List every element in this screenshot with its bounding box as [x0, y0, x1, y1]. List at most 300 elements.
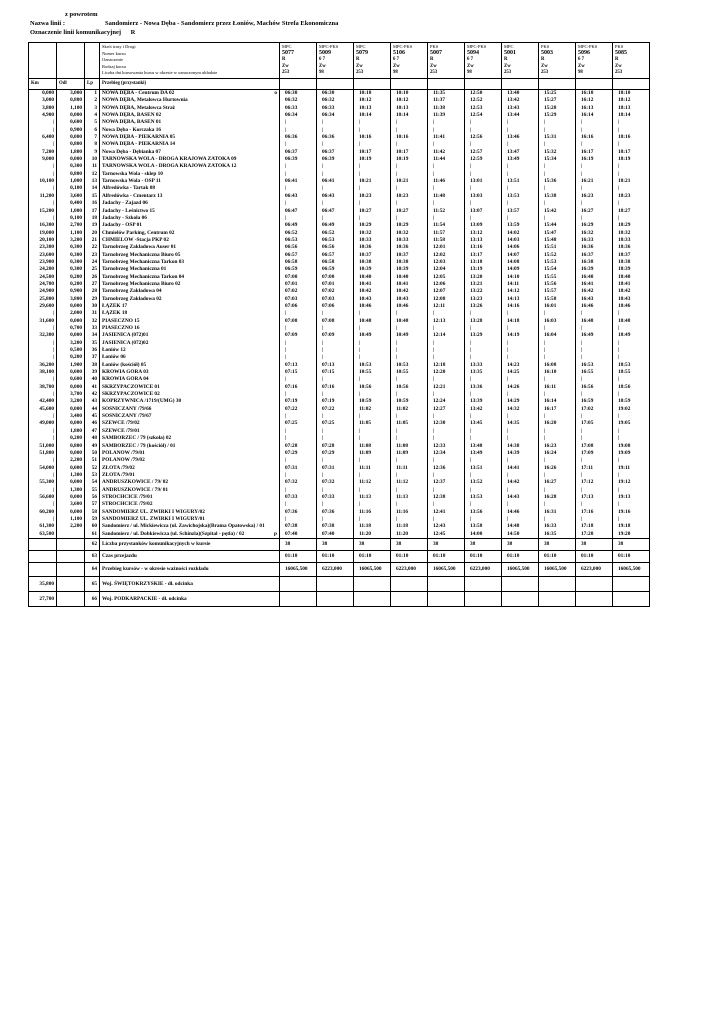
- time-cell: 10:55: [391, 369, 428, 376]
- km-cell: |: [52, 427, 54, 434]
- time-cell: 10:59: [391, 398, 428, 405]
- stop-row: [29, 222, 650, 229]
- time-cell: 13:39: [465, 398, 502, 405]
- time-cell: 16:36: [576, 244, 613, 251]
- odl-cell: 0,800: [57, 141, 85, 148]
- summary-value: 38: [576, 538, 613, 550]
- stop-row: [29, 156, 650, 163]
- time-cell: 12:37: [428, 479, 465, 486]
- time-cell: 07:38: [317, 523, 354, 530]
- time-cell: 10:13: [391, 105, 428, 112]
- km-cell: 15,200: [39, 207, 54, 214]
- summary-row: [29, 550, 650, 562]
- lp-cell: 40: [85, 376, 100, 383]
- lp-cell: 9: [85, 149, 100, 156]
- km-cell: 31,600: [39, 317, 54, 324]
- time-cell: 18:16: [613, 134, 650, 141]
- time-cell: 10:33: [391, 237, 428, 244]
- odl-cell: 1,300: [57, 487, 85, 494]
- stop-name: NOWA DĘBA, BASEN 01: [100, 119, 280, 126]
- time-cell: 07:15: [317, 369, 354, 376]
- time-cell: |: [317, 185, 354, 192]
- summary-value: 16065,500: [613, 562, 650, 576]
- time-cell: |: [502, 141, 539, 148]
- odl-cell: 3,600: [57, 501, 85, 508]
- time-cell: |: [539, 501, 576, 508]
- time-cell: 18:56: [613, 384, 650, 391]
- stop-row: [29, 523, 650, 530]
- time-cell: 11:42: [428, 149, 465, 156]
- time-cell: 10:29: [354, 222, 391, 229]
- course-number: 5007: [430, 50, 442, 56]
- time-cell: |: [502, 163, 539, 170]
- course-days: 98: [393, 70, 398, 76]
- km-cell: 35,800: [29, 576, 57, 591]
- header-label: Liczba dni kursowania kursu w okresie w oznaczonym układzie: [102, 70, 218, 76]
- km-cell: 51,000: [39, 442, 54, 449]
- stop-name: NOWA DĘBA - PIEKARNIA 05: [100, 134, 280, 141]
- odl-cell: 0,000: [57, 384, 85, 391]
- time-cell: 12:08: [428, 296, 465, 303]
- stop-marker: o: [274, 90, 277, 96]
- stop-name: NOWA DĘBA, Metalowca Hurtownia: [100, 97, 280, 104]
- stop-name: ŁĄŻEK 17: [100, 303, 280, 310]
- time-cell: |: [465, 516, 502, 523]
- time-cell: 10:53: [354, 362, 391, 369]
- time-cell: 10:40: [391, 274, 428, 281]
- time-cell: |: [391, 185, 428, 192]
- time-cell: 18:17: [613, 149, 650, 156]
- stop-name: Tarnobrzeg Mechaniczna Biuro 02: [100, 281, 280, 288]
- empty-cell: [29, 43, 57, 79]
- time-cell: 07:31: [317, 465, 354, 472]
- time-cell: 13:03: [465, 193, 502, 200]
- stop-row: [29, 97, 650, 104]
- stop-name: o NOWA DĘBA - Centrum DA 02: [100, 90, 280, 98]
- time-cell: 11:46: [428, 178, 465, 185]
- km-cell: |: [52, 170, 54, 177]
- time-cell: |: [317, 163, 354, 170]
- odl-cell: 0,900: [57, 288, 85, 295]
- odl-cell: 0,400: [57, 200, 85, 207]
- time-cell: 18:36: [613, 244, 650, 251]
- time-cell: 14:09: [502, 266, 539, 273]
- time-cell: |: [354, 325, 391, 332]
- lp-label: Lp: [85, 79, 100, 90]
- course-column-header: [428, 43, 465, 79]
- lp-cell: 60: [85, 523, 100, 530]
- header-label: Numer kursu: [102, 51, 126, 56]
- time-cell: |: [428, 127, 465, 134]
- lp-cell: 4: [85, 112, 100, 119]
- stop-name: KROWIA GÓRA 04: [100, 376, 280, 383]
- lp-cell: 29: [85, 296, 100, 303]
- time-cell: |: [354, 413, 391, 420]
- time-cell: 12:06: [428, 281, 465, 288]
- time-cell: |: [391, 501, 428, 508]
- stop-row: [29, 105, 650, 112]
- time-cell: 13:12: [465, 230, 502, 237]
- time-cell: 13:42: [465, 406, 502, 413]
- carrier-label: MPC-PKS: [393, 44, 413, 49]
- km-cell: 51,800: [39, 449, 54, 456]
- odl-cell: 0,800: [57, 171, 85, 178]
- time-cell: |: [280, 501, 317, 508]
- km-cell: 23,600: [39, 251, 54, 258]
- time-cell: |: [576, 200, 613, 207]
- time-cell: |: [391, 325, 428, 332]
- time-cell: |: [354, 435, 391, 442]
- time-cell: |: [354, 171, 391, 178]
- time-cell: |: [317, 457, 354, 464]
- carrier-label: MPC-PKS: [319, 44, 339, 49]
- time-cell: 12:45: [428, 531, 465, 539]
- time-cell: 10:16: [354, 134, 391, 141]
- lp-cell: 48: [85, 435, 100, 442]
- odl-cell: 2,000: [57, 310, 85, 317]
- time-cell: 15:32: [539, 149, 576, 156]
- time-cell: 11:20: [391, 531, 428, 539]
- time-cell: 07:19: [280, 398, 317, 405]
- summary-value: [280, 576, 317, 591]
- course-kind: Zw: [319, 63, 326, 69]
- time-cell: 06:30: [317, 90, 354, 98]
- time-cell: |: [539, 457, 576, 464]
- time-cell: 16:46: [576, 303, 613, 310]
- time-cell: 16:32: [576, 230, 613, 237]
- time-cell: 06:52: [280, 230, 317, 237]
- course-designation: R: [356, 57, 360, 62]
- summary-label: Woj. ŚWIĘTOKRZYSKIE - dł. odcinka: [100, 576, 280, 591]
- time-cell: 17:08: [576, 443, 613, 450]
- time-cell: 07:01: [317, 281, 354, 288]
- time-cell: 13:07: [465, 208, 502, 215]
- course-kind: Zw: [504, 63, 511, 69]
- stop-name: STROCHCICE /79/01: [100, 494, 280, 501]
- time-cell: |: [317, 487, 354, 494]
- stop-name: Jadachy - Zajazd 06: [100, 200, 280, 207]
- time-cell: 06:57: [280, 252, 317, 259]
- time-cell: 14:50: [502, 531, 539, 539]
- stop-row: [29, 90, 650, 98]
- time-cell: |: [428, 354, 465, 361]
- header-label: Rodzaj kursu: [102, 63, 126, 69]
- stop-name: ŁĄŻEK 18: [100, 310, 280, 317]
- time-cell: 13:40: [502, 90, 539, 98]
- time-cell: 11:16: [354, 509, 391, 516]
- time-cell: 16:03: [539, 318, 576, 325]
- time-cell: 13:20: [465, 274, 502, 281]
- time-cell: 13:19: [465, 266, 502, 273]
- time-cell: 07:03: [280, 296, 317, 303]
- time-cell: |: [576, 501, 613, 508]
- stop-name: Tarnobrzeg Mechaniczna Tarkon 04: [100, 274, 280, 281]
- time-cell: |: [354, 457, 391, 464]
- time-cell: 10:39: [391, 266, 428, 273]
- km-cell: |: [52, 515, 54, 522]
- time-cell: 12:03: [428, 259, 465, 266]
- time-cell: 19:09: [613, 450, 650, 457]
- time-cell: 16:55: [576, 369, 613, 376]
- time-cell: 14:08: [502, 259, 539, 266]
- time-cell: |: [576, 325, 613, 332]
- lp-cell: 31: [85, 310, 100, 317]
- time-cell: |: [465, 310, 502, 317]
- summary-label: Przebieg kursów - w okresie ważności rozkładu: [100, 562, 280, 576]
- time-cell: 06:41: [280, 178, 317, 185]
- course-days: 253: [615, 70, 623, 76]
- time-cell: 17:12: [576, 479, 613, 486]
- time-cell: 06:49: [280, 222, 317, 229]
- lp-cell: 37: [85, 354, 100, 361]
- time-cell: 13:58: [465, 523, 502, 530]
- time-cell: 07:00: [317, 274, 354, 281]
- course-kind: Zw: [615, 63, 622, 69]
- summary-value: [391, 591, 428, 606]
- time-cell: 16:14: [539, 398, 576, 405]
- km-cell: 23,900: [39, 258, 54, 265]
- stop-name: Tarnobrzeg Zakładowa 04: [100, 288, 280, 295]
- time-cell: |: [428, 501, 465, 508]
- time-cell: 07:29: [317, 450, 354, 457]
- time-cell: 18:12: [613, 97, 650, 104]
- odl-cell: 0,000: [57, 156, 85, 163]
- time-cell: 12:50: [465, 90, 502, 98]
- km-cell: 19,000: [39, 229, 54, 236]
- time-cell: |: [613, 171, 650, 178]
- stop-row: [29, 494, 650, 501]
- header-labels: [100, 43, 280, 79]
- time-cell: 15:55: [539, 274, 576, 281]
- time-cell: |: [465, 457, 502, 464]
- time-cell: |: [613, 501, 650, 508]
- summary-row: [29, 562, 650, 576]
- time-cell: 16:31: [539, 509, 576, 516]
- time-cell: |: [502, 347, 539, 354]
- time-cell: 16:43: [576, 296, 613, 303]
- course-designation: 6 7: [467, 57, 473, 62]
- time-cell: |: [576, 457, 613, 464]
- time-cell: 18:49: [613, 332, 650, 339]
- km-cell: 16,300: [39, 222, 54, 229]
- time-cell: 06:34: [317, 112, 354, 119]
- time-cell: 07:40: [280, 531, 317, 539]
- time-cell: 17:02: [576, 406, 613, 413]
- stop-name: ZŁOTA /79/01: [100, 472, 280, 479]
- stop-row: [29, 274, 650, 281]
- time-cell: 07:01: [280, 281, 317, 288]
- time-cell: |: [354, 340, 391, 347]
- time-cell: |: [576, 119, 613, 126]
- odl-cell: [57, 562, 85, 576]
- time-cell: 11:13: [391, 494, 428, 501]
- lp-cell: 20: [85, 230, 100, 237]
- time-cell: 12:41: [428, 509, 465, 516]
- time-cell: 12:01: [428, 244, 465, 251]
- time-cell: |: [391, 428, 428, 435]
- time-cell: 07:13: [317, 362, 354, 369]
- time-cell: |: [280, 354, 317, 361]
- time-cell: 12:07: [428, 288, 465, 295]
- odl-cell: 3,700: [57, 391, 85, 398]
- time-cell: 07:08: [317, 318, 354, 325]
- time-cell: 18:53: [613, 362, 650, 369]
- summary-value: [317, 591, 354, 606]
- time-cell: 13:49: [465, 450, 502, 457]
- time-cell: |: [280, 141, 317, 148]
- km-cell: 49,000: [39, 420, 54, 427]
- time-cell: |: [428, 171, 465, 178]
- stop-name: Tarnowska Wola - OSP 11: [100, 178, 280, 185]
- summary-row: [29, 576, 650, 591]
- time-cell: |: [576, 428, 613, 435]
- stop-name: Sandomierz / ul. Mickiewicza (ul. Zawichojska)(Brama Opatowska) / 01: [100, 523, 280, 530]
- time-cell: 17:09: [576, 450, 613, 457]
- line-designation-label: Oznaczenie linii komunikacyjnej: [30, 29, 121, 36]
- time-cell: 11:41: [428, 134, 465, 141]
- lp-cell: 50: [85, 450, 100, 457]
- time-cell: 13:09: [465, 222, 502, 229]
- km-cell: |: [52, 325, 54, 331]
- time-cell: 18:27: [613, 208, 650, 215]
- time-cell: |: [391, 347, 428, 354]
- stop-row: [29, 185, 650, 192]
- time-cell: 07:02: [317, 288, 354, 295]
- stop-row: [29, 141, 650, 148]
- time-cell: |: [391, 340, 428, 347]
- time-cell: 12:05: [428, 274, 465, 281]
- time-cell: 06:58: [317, 259, 354, 266]
- lp-cell: 61: [85, 531, 100, 539]
- time-cell: 11:05: [354, 420, 391, 427]
- empty-cell: [576, 79, 613, 90]
- time-cell: |: [539, 428, 576, 435]
- summary-label: Czas przejazdu: [100, 550, 280, 562]
- lp-cell: 51: [85, 457, 100, 464]
- time-cell: 16:13: [576, 105, 613, 112]
- odl-cell: [57, 576, 85, 591]
- time-cell: |: [576, 347, 613, 354]
- time-cell: |: [354, 472, 391, 479]
- summary-row: [29, 591, 650, 606]
- time-cell: |: [280, 472, 317, 479]
- course-column-header: [354, 43, 391, 79]
- stop-row: [29, 281, 650, 288]
- km-cell: |: [52, 141, 54, 148]
- time-cell: |: [317, 376, 354, 383]
- time-cell: 07:38: [280, 523, 317, 530]
- stop-row: [29, 119, 650, 126]
- time-cell: 10:37: [354, 252, 391, 259]
- time-cell: 16:10: [539, 369, 576, 376]
- summary-value: 16065,500: [539, 562, 576, 576]
- time-cell: |: [465, 127, 502, 134]
- course-days: 98: [578, 70, 583, 76]
- km-cell: 42,400: [39, 398, 54, 405]
- summary-value: 38: [502, 538, 539, 550]
- time-cell: |: [354, 310, 391, 317]
- stop-name: SOŚNICZANY /79/66: [100, 406, 280, 413]
- stop-row: [29, 384, 650, 391]
- time-cell: 16:59: [576, 398, 613, 405]
- km-cell: [29, 562, 57, 576]
- time-cell: 12:02: [428, 252, 465, 259]
- time-cell: |: [280, 391, 317, 398]
- time-cell: |: [613, 119, 650, 126]
- empty-cell: [613, 79, 650, 90]
- km-cell: 25,800: [39, 295, 54, 302]
- time-cell: 10:49: [354, 332, 391, 339]
- time-cell: 13:23: [465, 296, 502, 303]
- stop-row: [29, 347, 650, 354]
- time-cell: 13:18: [465, 259, 502, 266]
- time-cell: 10:32: [391, 230, 428, 237]
- time-cell: |: [317, 310, 354, 317]
- course-kind: Zw: [393, 63, 400, 69]
- time-cell: |: [354, 487, 391, 494]
- time-cell: 12:27: [428, 406, 465, 413]
- odl-cell: 3,200: [57, 340, 85, 347]
- time-cell: 15:48: [539, 237, 576, 244]
- course-designation: R: [282, 57, 286, 62]
- summary-value: [502, 591, 539, 606]
- time-cell: 14:02: [502, 230, 539, 237]
- stop-row: [29, 288, 650, 295]
- time-cell: |: [391, 171, 428, 178]
- time-cell: |: [391, 391, 428, 398]
- lp-cell: 66: [85, 591, 100, 606]
- stop-row: [29, 406, 650, 413]
- time-cell: |: [613, 163, 650, 170]
- time-cell: 10:33: [354, 237, 391, 244]
- time-cell: 15:34: [539, 156, 576, 163]
- stop-row: [29, 244, 650, 251]
- time-cell: 11:13: [354, 494, 391, 501]
- time-cell: |: [576, 185, 613, 192]
- time-cell: |: [317, 472, 354, 479]
- time-cell: 16:19: [576, 156, 613, 163]
- lp-cell: 49: [85, 443, 100, 450]
- time-cell: 10:38: [354, 259, 391, 266]
- time-cell: |: [354, 354, 391, 361]
- lp-cell: 17: [85, 208, 100, 215]
- time-cell: 06:37: [280, 149, 317, 156]
- empty-cell: [428, 79, 465, 90]
- summary-value: 01:10: [391, 550, 428, 562]
- stop-row: [29, 296, 650, 303]
- time-cell: 06:58: [280, 259, 317, 266]
- time-cell: |: [539, 376, 576, 383]
- time-cell: |: [613, 457, 650, 464]
- time-cell: 13:01: [465, 178, 502, 185]
- km-cell: 27,700: [29, 591, 57, 606]
- course-kind: Zw: [282, 63, 289, 69]
- time-cell: |: [317, 516, 354, 523]
- empty-cell: [57, 43, 85, 79]
- time-cell: |: [354, 127, 391, 134]
- time-cell: |: [502, 119, 539, 126]
- summary-value: 38: [354, 538, 391, 550]
- lp-cell: 16: [85, 200, 100, 207]
- time-cell: 17:13: [576, 494, 613, 501]
- time-cell: |: [391, 413, 428, 420]
- lp-cell: 53: [85, 472, 100, 479]
- stop-row: [29, 127, 650, 134]
- time-cell: 17:16: [576, 509, 613, 516]
- lp-cell: 7: [85, 134, 100, 141]
- time-cell: |: [502, 391, 539, 398]
- time-cell: |: [539, 325, 576, 332]
